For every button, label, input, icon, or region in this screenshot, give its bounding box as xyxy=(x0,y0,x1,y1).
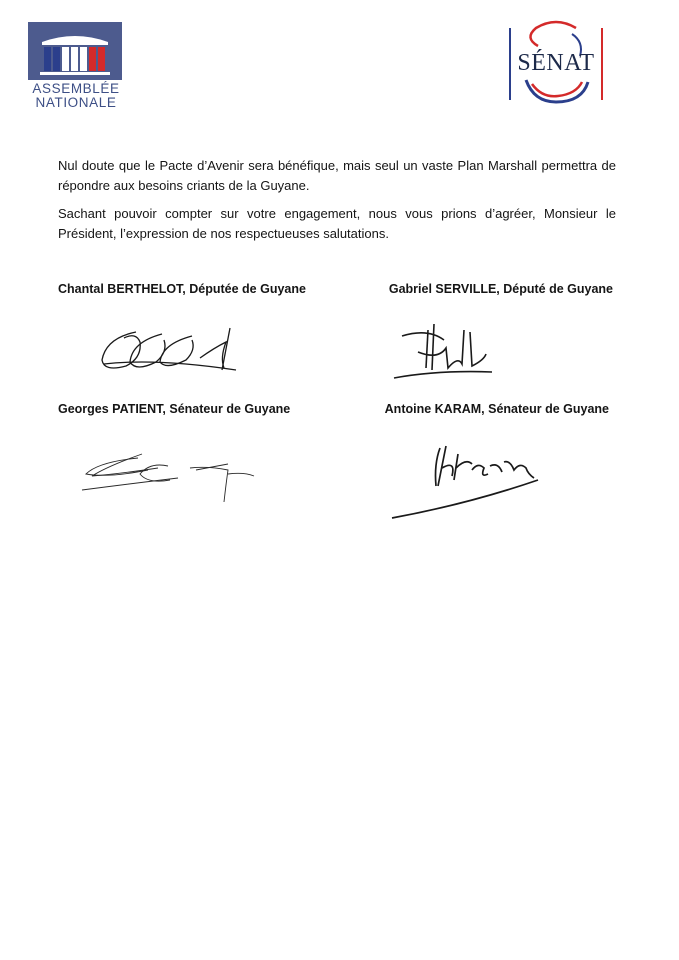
paragraph-2: Sachant pouvoir compter sur votre engagement, nous vous prions d’agréer, Monsieur le Président, l’expression de nos respectueuses salutations. xyxy=(58,206,616,241)
signatory-berthelot: Chantal BERTHELOT, Députée de Guyane xyxy=(58,282,306,296)
senat-wordmark: SÉNAT xyxy=(517,50,595,76)
signatory-karam: Antoine KARAM, Sénateur de Guyane xyxy=(384,402,609,416)
signatory-serville: Gabriel SERVILLE, Député de Guyane xyxy=(388,282,613,296)
assemblee-nationale-logo xyxy=(24,22,128,112)
paragraph-1: Nul doute que le Pacte d’Avenir sera bénéfique, mais seul un vaste Plan Marshall permettra de répondre aux besoins criants de la Guyane. xyxy=(58,158,616,193)
senat-logo xyxy=(506,14,606,114)
assemblee-line1: ASSEMBLÉE xyxy=(32,81,120,96)
assemblee-hemicycle-icon xyxy=(28,22,122,80)
signature-serville xyxy=(388,320,498,382)
assemblee-line2: NATIONALE xyxy=(35,95,117,110)
signature-berthelot xyxy=(96,318,246,378)
signatory-patient: Georges PATIENT, Sénateur de Guyane xyxy=(58,402,291,416)
signature-patient xyxy=(78,444,258,504)
signature-karam xyxy=(388,440,548,522)
